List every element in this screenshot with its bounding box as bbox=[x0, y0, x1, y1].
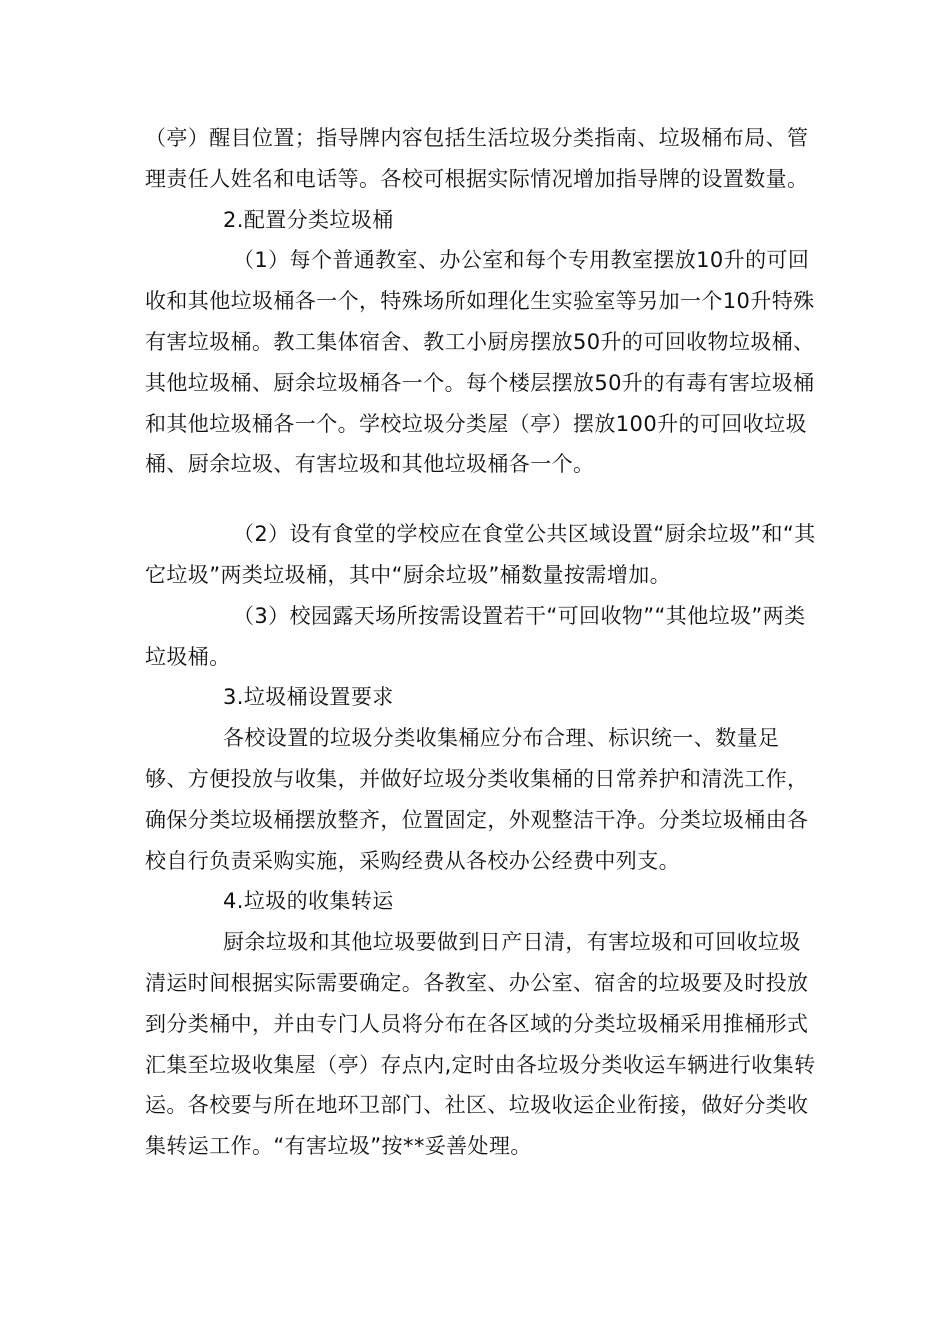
heading-collection-transport: 4.垃圾的收集转运 bbox=[223, 889, 394, 914]
paragraph-outdoor-bins: （3）校园露天场所按需设置若干“可回收物”“其他垃圾”两类垃圾桶。 bbox=[145, 603, 806, 669]
heading-bin-requirements: 3.垃圾桶设置要求 bbox=[223, 685, 394, 710]
paragraph-bin-requirements: 各校设置的垃圾分类收集桶应分布合理、标识统一、数量足够、方便投放与收集，并做好垃圾分类收集桶的日常养护和清洗工作，确保分类垃圾桶摆放整齐，位置固定，外观整洁干净。分类垃圾桶由各校自行负责采购实施，采购经费从各校办公经费中列支。 bbox=[145, 726, 809, 873]
paragraph-spacer bbox=[145, 485, 817, 514]
heading-configure-bins: 2.配置分类垃圾桶 bbox=[223, 207, 394, 232]
paragraph-canteen-bins: （2）设有食堂的学校应在食堂公共区域设置“厨余垃圾”和“其它垃圾”两类垃圾桶，其中“厨余垃圾”桶数量按需增加。 bbox=[145, 522, 816, 587]
paragraph-collection-transport: 厨余垃圾和其他垃圾要做到日产日清，有害垃圾和可回收垃圾清运时间根据实际需要确定。各教室、办公室、宿舍的垃圾要及时投放到分类桶中，并由专门人员将分布在各区域的分类垃圾桶采用推桶形式汇集至垃圾收集屋（亭）存点内,定时由各垃圾分类收运车辆进行收集转运。各校要与所在地环卫部门、社区、垃圾收运企业衔接，做好分类收集转运工作。“有害垃圾”按**妥善处理。 bbox=[145, 930, 816, 1159]
document-body bbox=[145, 118, 817, 1167]
paragraph-bin-allocation: （1）每个普通教室、办公室和每个专用教室摆放10升的可回收和其他垃圾桶各一个，特殊场所如理化生实验室等另加一个10升特殊有害垃圾桶。教工集体宿舍、教工小厨房摆放50升的可回收物垃圾桶、其他垃圾桶、厨余垃圾桶各一个。每个楼层摆放50升的有毒有害垃圾桶和其他垃圾桶各一个。学校垃圾分类屋（亭）摆放100升的可回收垃圾桶、厨余垃圾、有害垃圾和其他垃圾桶各一个。 bbox=[145, 248, 815, 477]
paragraph-guide-sign-location: （亭）醒目位置；指导牌内容包括生活垃圾分类指南、垃圾桶布局、管理责任人姓名和电话等。各校可根据实际情况增加指导牌的设置数量。 bbox=[145, 126, 809, 191]
